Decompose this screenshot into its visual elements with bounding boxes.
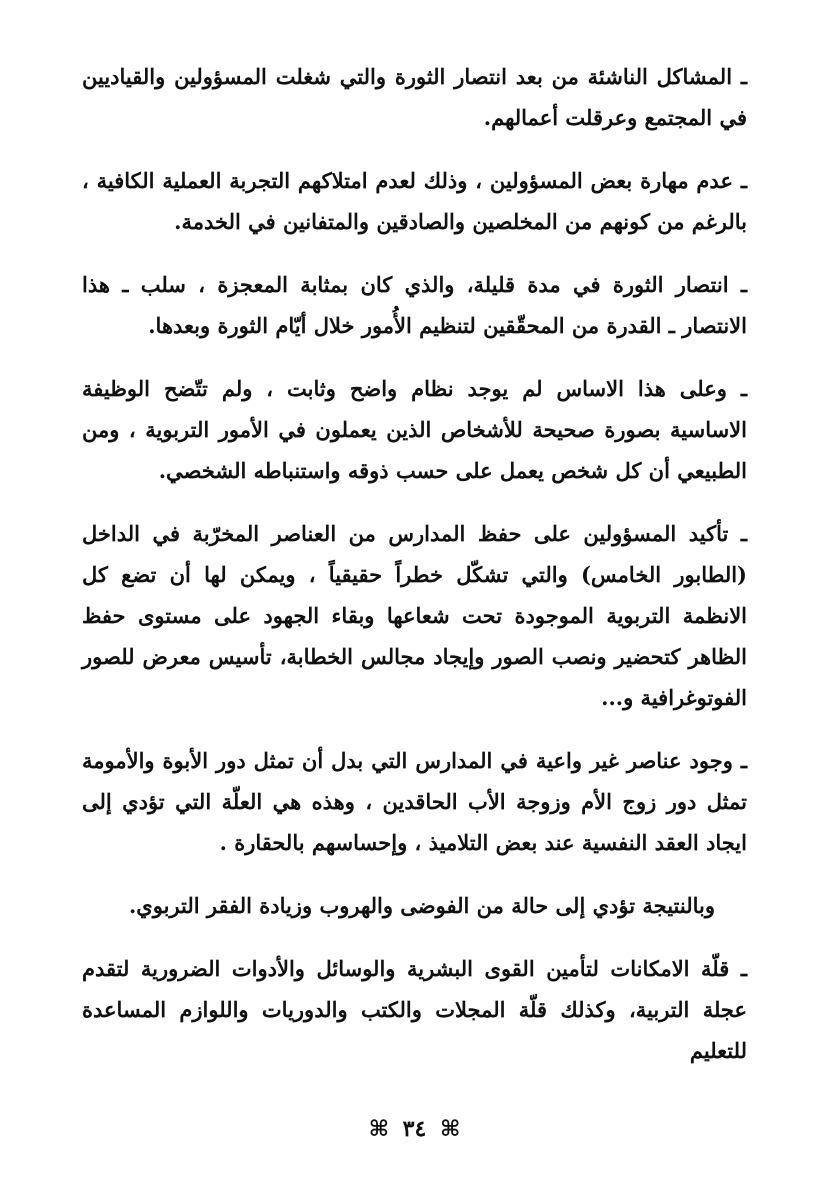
- paragraph-5: ـ تأكيد المسؤولين على حفظ المدارس من العناصر المخرّبة في الداخل (الطابور الخامس) والتي تشكّل خطراً حقيقياً ، ويمكن لها أن تضع كل الانظمة التربوية الموجودة تحت شعاعها وبقاء الجهود على مستوى حفظ الظاهر كتحضير ونصب الصور وإيجاد مجالس الخطابة، تأسيس معرض للصور الفوتوغرافية و...: [82, 521, 747, 710]
- paragraph-8: ـ قلّة الامكانات لتأمين القوى البشرية والوسائل والأدوات الضرورية لتقدم عجلة التربية، وكذلك قلّة المجلات والكتب والدوريات واللوازم المساعدة للتعليم: [82, 956, 747, 1063]
- paragraph-4: ـ وعلى هذا الاساس لم يوجد نظام واضح وثابت ، ولم تتّضح الوظيفة الاساسية بصورة صحيحة للأشخاص الذين يعملون في الأمور التربوية ، ومن الطبيعي أن كل شخص يعمل على حسب ذوقه واستنباطه الشخصي.: [82, 376, 747, 483]
- document-page: [82, 56, 747, 1093]
- paragraph-3: ـ انتصار الثورة في مدة قليلة، والذي كان بمثابة المعجزة ، سلب ـ هذا الانتصار ـ القدرة من المحقّقين لتنظيم الأُمور خلال أيّام الثورة وبعدها.: [82, 272, 747, 338]
- ornament-icon: ⌘: [439, 1117, 461, 1142]
- paragraph-6: ـ وجود عناصر غير واعية في المدارس التي بدل أن تمثل دور الأبوة والأمومة تمثل دور زوج الأم وزوجة الأب الحاقدين ، وهذه هي العلّة التي تؤدي إلى ايجاد العقد النفسية عند بعض التلاميذ ، وإحساسهم بالحقارة .: [82, 748, 747, 855]
- paragraph-7: وبالنتيجة تؤدي إلى حالة من الفوضى والهروب وزيادة الفقر التربوي.: [128, 893, 715, 918]
- page-number: ٣٤: [402, 1116, 427, 1142]
- paragraph-2: ـ عدم مهارة بعض المسؤولين ، وذلك لعدم امتلاكهم التجربة العملية الكافية ، بالرغم من كونهم من المخلصين والصادقين والمتفانين في الخدمة.: [82, 168, 747, 234]
- paragraph-1: ـ المشاكل الناشئة من بعد انتصار الثورة والتي شغلت المسؤولين والقياديين في المجتمع وعرقلت أعمالهم.: [82, 64, 747, 130]
- page-footer: [0, 1116, 829, 1142]
- ornament-icon: ⌘: [368, 1117, 389, 1142]
